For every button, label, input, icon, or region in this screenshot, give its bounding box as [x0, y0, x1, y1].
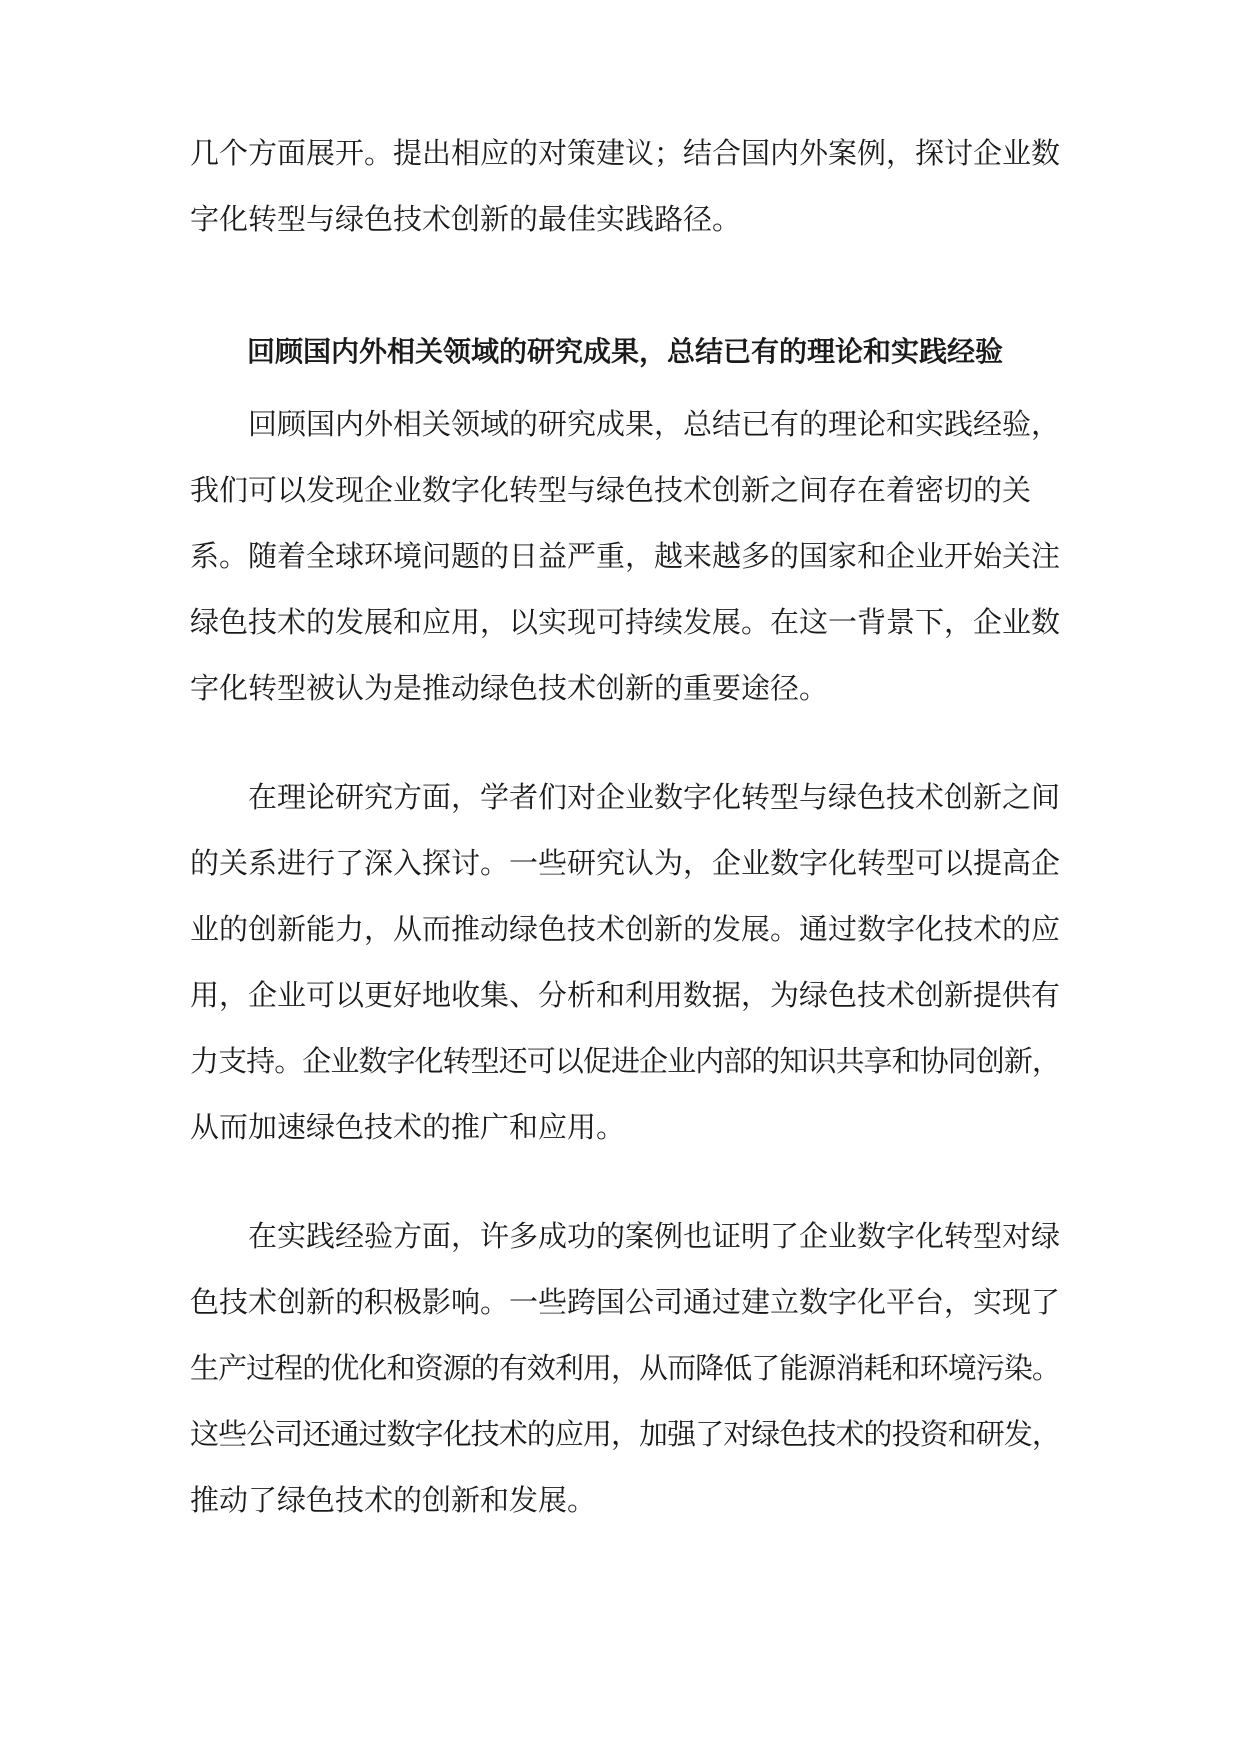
intro-line: 几个方面展开。提出相应的对策建议；结合国内外案例，探讨企业数 — [190, 136, 1060, 170]
section-heading: 回顾国内外相关领域的研究成果，总结已有的理论和实践经验 — [246, 335, 1003, 368]
paragraph-line: 的关系进行了深入探讨。一些研究认为，企业数字化转型可以提高企 — [190, 846, 1060, 880]
paragraph-line: 这些公司还通过数字化技术的应用，加强了对绿色技术的投资和研发， — [190, 1417, 1060, 1451]
paragraph-line: 用，企业可以更好地收集、分析和利用数据，为绿色技术创新提供有 — [190, 978, 1060, 1012]
paragraph-line: 我们可以发现企业数字化转型与绿色技术创新之间存在着密切的关 — [190, 473, 1032, 507]
paragraph-line: 绿色技术的发展和应用，以实现可持续发展。在这一背景下，企业数 — [190, 605, 1060, 639]
paragraph-line: 在实践经验方面，许多成功的案例也证明了企业数字化转型对绿 — [248, 1219, 1060, 1253]
paragraph-line: 推动了绿色技术的创新和发展。 — [190, 1483, 597, 1517]
paragraph-line: 力支持。企业数字化转型还可以促进企业内部的知识共享和协同创新， — [190, 1044, 1060, 1078]
paragraph-line: 系。随着全球环境问题的日益严重，越来越多的国家和企业开始关注 — [190, 539, 1060, 573]
paragraph-line: 在理论研究方面，学者们对企业数字化转型与绿色技术创新之间 — [248, 780, 1060, 814]
paragraph-line: 字化转型被认为是推动绿色技术创新的重要途径。 — [190, 671, 829, 705]
paragraph-line: 业的创新能力，从而推动绿色技术创新的发展。通过数字化技术的应 — [190, 912, 1060, 946]
intro-line: 字化转型与绿色技术创新的最佳实践路径。 — [190, 202, 742, 236]
paragraph-line: 生产过程的优化和资源的有效利用，从而降低了能源消耗和环境污染。 — [190, 1351, 1060, 1385]
paragraph-line: 色技术创新的积极影响。一些跨国公司通过建立数字化平台，实现了 — [190, 1285, 1060, 1319]
paragraph-line: 从而加速绿色技术的推广和应用。 — [190, 1110, 626, 1144]
paragraph-line: 回顾国内外相关领域的研究成果，总结已有的理论和实践经验， — [248, 407, 1060, 441]
